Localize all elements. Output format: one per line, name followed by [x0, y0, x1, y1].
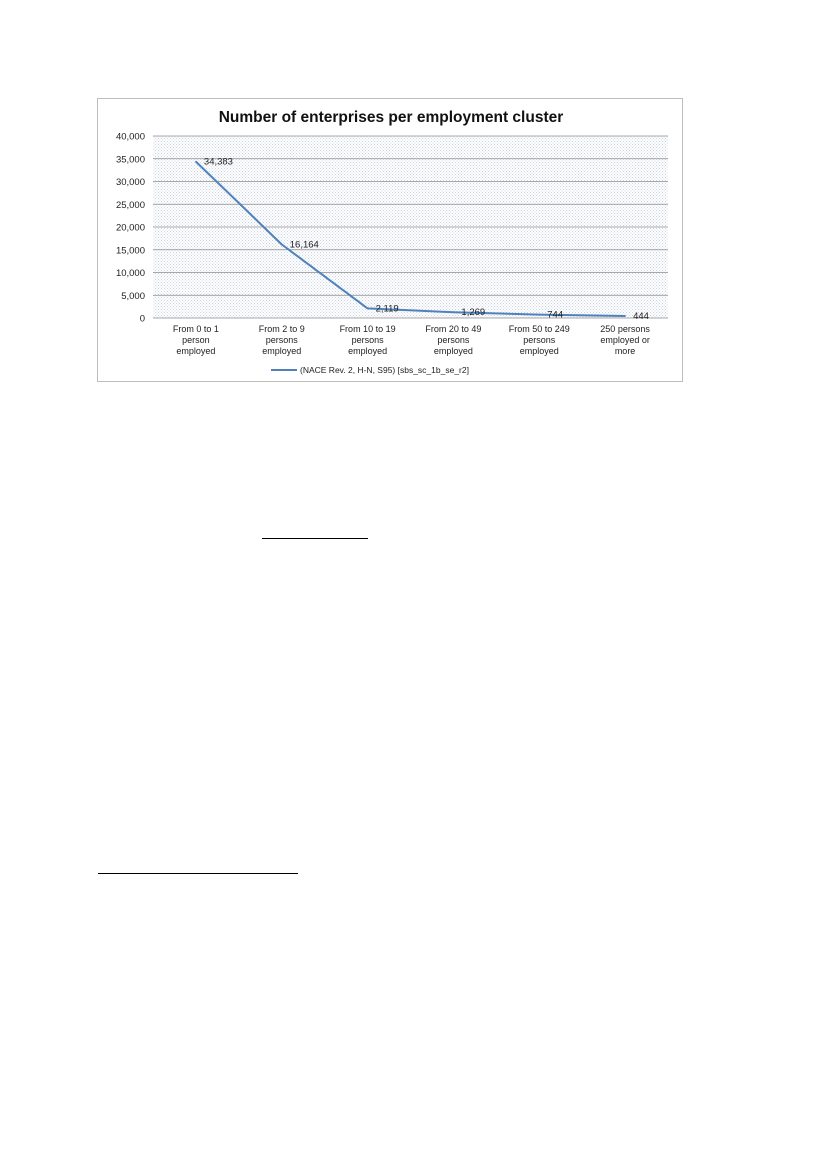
data-point — [453, 311, 455, 313]
legend-label: (NACE Rev. 2, H-N, S95) [sbs_sc_1b_se_r2] — [300, 365, 469, 375]
x-category-label: From 0 to 1 person employed — [172, 324, 219, 356]
data-point — [367, 308, 369, 310]
x-category-label: From 50 to 249 persons employed — [508, 324, 570, 356]
data-point — [281, 244, 283, 246]
data-label: 2,119 — [375, 303, 399, 315]
y-tick-label: 35,000 — [115, 154, 145, 166]
data-label: 1,269 — [461, 307, 486, 319]
data-point — [195, 161, 197, 163]
y-tick-label: 40,000 — [115, 131, 145, 143]
y-tick-label: 30,000 — [115, 177, 145, 188]
x-category-label: From 10 to 19 persons employed — [339, 324, 396, 356]
y-tick-label: 5,000 — [121, 290, 145, 302]
x-axis-categories — [173, 324, 650, 356]
data-label: 744 — [547, 309, 564, 321]
x-category-label: From 2 to 9 persons employed — [258, 324, 305, 356]
legend — [271, 365, 469, 375]
footnote-separator — [98, 873, 298, 874]
y-tick-label: 10,000 — [115, 268, 145, 279]
underline-rule — [262, 538, 368, 539]
data-point — [538, 314, 540, 316]
x-category-label: From 20 to 49 persons employed — [425, 324, 482, 356]
data-label: 16,164 — [289, 239, 319, 251]
y-tick-label: 25,000 — [115, 199, 145, 211]
chart — [98, 99, 684, 383]
y-tick-label: 15,000 — [115, 245, 145, 257]
x-category-label: 250 persons employed or more — [600, 324, 650, 356]
y-axis-ticks — [116, 132, 145, 325]
chart-frame — [97, 98, 683, 382]
chart-title: Number of enterprises per employment cluster — [218, 109, 564, 126]
y-tick-label: 20,000 — [115, 222, 145, 234]
data-point — [624, 315, 626, 317]
data-label: 444 — [633, 310, 649, 322]
data-label: 34,383 — [203, 156, 233, 168]
y-tick-label: 0 — [139, 313, 145, 325]
